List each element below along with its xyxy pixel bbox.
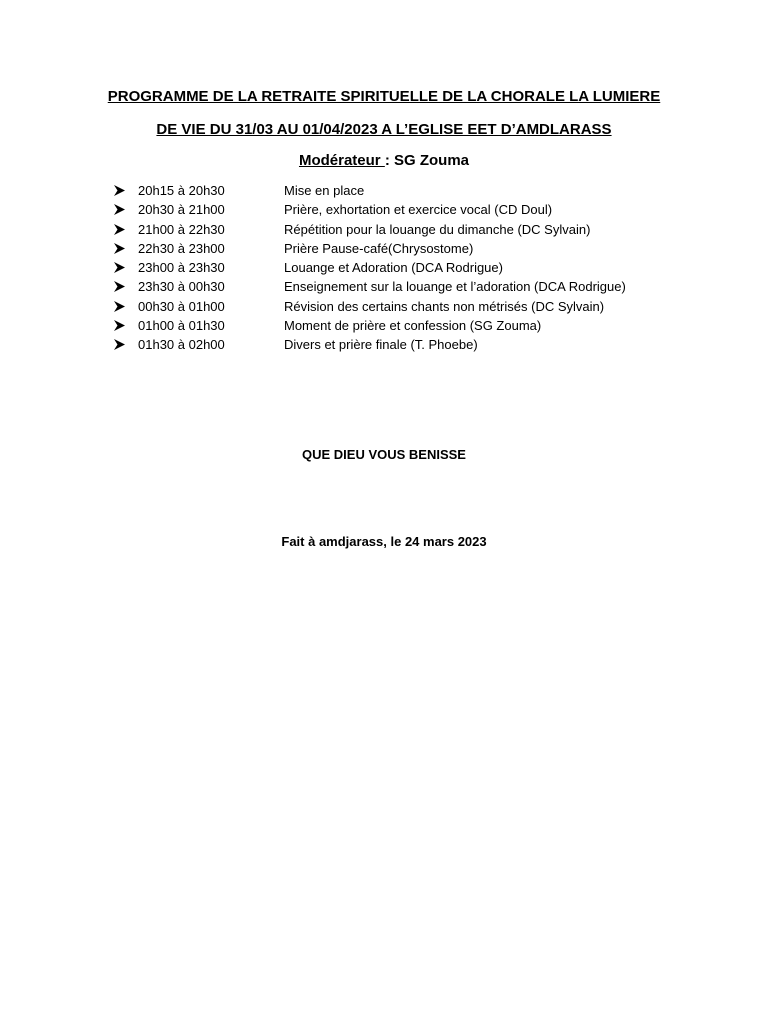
document-title-line-1: PROGRAMME DE LA RETRAITE SPIRITUELLE DE LA CHORALE LA LUMIERE (107, 88, 661, 105)
schedule-item (113, 239, 713, 258)
schedule-item (113, 181, 713, 200)
moderator-name: SG Zouma (394, 152, 470, 169)
schedule-activity: Louange et Adoration (DCA Rodrigue) (284, 260, 503, 276)
arrowhead-bullet-icon (113, 316, 127, 335)
schedule-item (113, 258, 713, 277)
closing-blessing: QUE DIEU VOUS BENISSE (302, 447, 466, 462)
schedule-item (113, 200, 713, 219)
schedule-time: 23h30 à 00h30 (138, 279, 225, 295)
schedule-time: 20h15 à 20h30 (138, 183, 225, 198)
arrowhead-bullet-icon (113, 277, 127, 296)
moderator-label: Modérateur (298, 152, 385, 169)
schedule-activity: Moment de prière et confession (SG Zouma) (284, 318, 542, 334)
schedule-time: 22h30 à 23h00 (138, 240, 225, 256)
moderator-line (0, 152, 768, 169)
schedule-activity: Divers et prière finale (T. Phoebe) (284, 337, 478, 353)
arrowhead-bullet-icon (113, 297, 127, 316)
schedule-time: 01h00 à 01h30 (138, 318, 225, 334)
arrowhead-bullet-icon (113, 181, 127, 200)
schedule-activity: Mise en place (284, 183, 365, 198)
arrowhead-bullet-icon (113, 258, 127, 277)
arrowhead-bullet-icon (113, 335, 127, 354)
schedule-activity: Révision des certains chants non métrisés (DC Sylvain) (284, 298, 605, 314)
schedule-item (113, 297, 713, 316)
document-title-line-2: DE VIE DU 31/03 AU 01/04/2023 A L’EGLISE EET D’AMDLARASS (156, 121, 612, 138)
schedule-time: 00h30 à 01h00 (138, 298, 225, 314)
schedule-activity: Prière, exhortation et exercice vocal (CD Doul) (284, 202, 553, 218)
schedule-time: 21h00 à 22h30 (138, 221, 225, 237)
schedule-item (113, 277, 713, 296)
schedule-list (113, 181, 713, 355)
schedule-item (113, 220, 713, 239)
schedule-time: 23h00 à 23h30 (138, 260, 225, 276)
arrowhead-bullet-icon (113, 239, 127, 258)
schedule-time: 20h30 à 21h00 (138, 202, 225, 218)
arrowhead-bullet-icon (113, 220, 127, 239)
moderator-separator: : (384, 152, 394, 169)
schedule-activity: Prière Pause-café(Chrysostome) (284, 240, 474, 256)
schedule-activity: Enseignement sur la louange et l’adoration (DCA Rodrigue) (284, 279, 626, 295)
signature-line: Fait à amdjarass, le 24 mars 2023 (281, 534, 487, 549)
schedule-time: 01h30 à 02h00 (138, 337, 225, 353)
schedule-activity: Répétition pour la louange du dimanche (DC Sylvain) (284, 221, 591, 237)
schedule-item (113, 335, 713, 354)
schedule-item (113, 316, 713, 335)
arrowhead-bullet-icon (113, 200, 127, 219)
